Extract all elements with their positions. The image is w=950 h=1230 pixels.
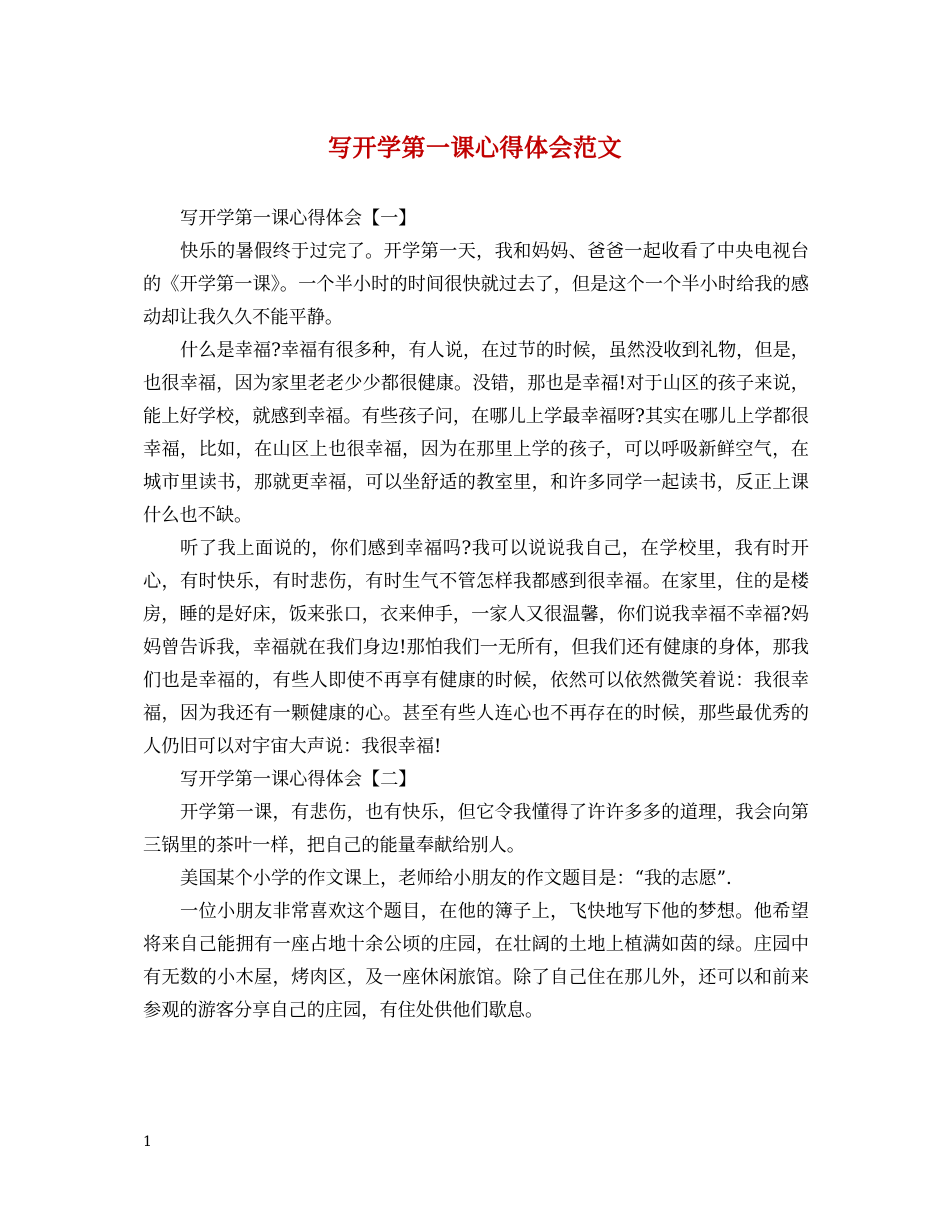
paragraph: 快乐的暑假终于过完了。开学第一天，我和妈妈、爸爸一起收看了中央电视台的《开学第一课》。一个半小时的时间很快就过去了，但是这个一个半小时给我的感动却让我久久不能平静。 [143, 241, 809, 328]
section-heading-2: 写开学第一课心得体会【二】 [180, 769, 417, 790]
document-body [143, 202, 809, 1027]
paragraph: 一位小朋友非常喜欢这个题目，在他的簿子上，飞快地写下他的梦想。他希望将来自己能拥有一座占地十余公顷的庄园，在壮阔的土地上植满如茵的绿。庄园中有无数的小木屋，烤肉区，及一座休闲旅馆。除了自己住在那儿外，还可以和前来参观的游客分享自己的庄园，有住处供他们歇息。 [143, 901, 809, 1021]
paragraph: 开学第一课，有悲伤，也有快乐，但它令我懂得了许许多多的道理，我会向第三锅里的茶叶一样，把自己的能量奉献给别人。 [143, 802, 809, 856]
paragraph: 什么是幸福?幸福有很多种，有人说，在过节的时候，虽然没收到礼物，但是，也很幸福，因为家里老老少少都很健康。没错，那也是幸福!对于山区的孩子来说，能上好学校，就感到幸福。有些孩子问，在哪儿上学最幸福呀?其实在哪儿上学都很幸福，比如，在山区上也很幸福，因为在那里上学的孩子，可以呼吸新鲜空气，在城市里读书，那就更幸福，可以坐舒适的教室里，和许多同学一起读书，反正上课什么也不缺。 [143, 340, 809, 526]
paragraph: 听了我上面说的，你们感到幸福吗?我可以说说我自己，在学校里，我有时开心，有时快乐，有时悲伤，有时生气不管怎样我都感到很幸福。在家里，住的是楼房，睡的是好床，饭来张口，衣来伸手，一家人又很温馨，你们说我幸福不幸福?妈妈曾告诉我，幸福就在我们身边!那怕我们一无所有，但我们还有健康的身体，那我们也是幸福的，有些人即使不再享有健康的时候，依然可以依然微笑着说：我很幸福，因为我还有一颗健康的心。甚至有些人连心也不再存在的时候，那些最优秀的人仍旧可以对宇宙大声说：我很幸福! [143, 538, 809, 757]
section-heading-1: 写开学第一课心得体会【一】 [180, 208, 417, 229]
paragraph: 美国某个小学的作文课上，老师给小朋友的作文题目是：“我的志愿”. [180, 868, 732, 889]
page-number: 1 [143, 1134, 152, 1150]
document-title: 写开学第一课心得体会范文 [328, 133, 622, 162]
